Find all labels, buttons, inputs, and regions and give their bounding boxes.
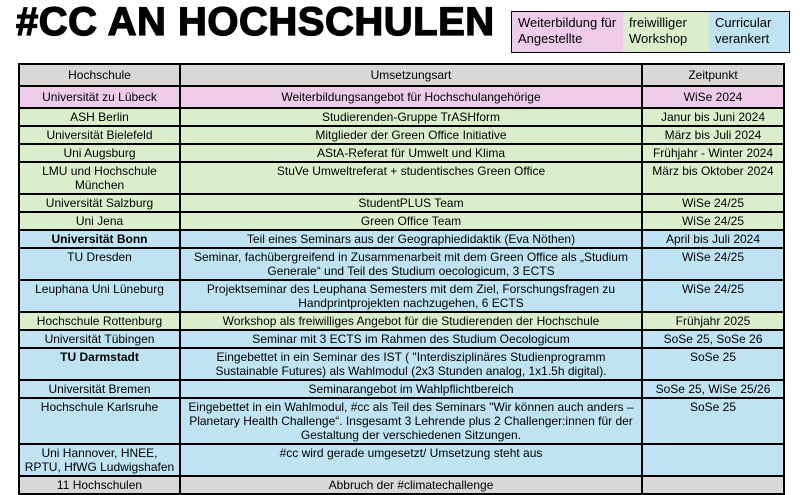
table-row: [19, 312, 784, 330]
column-header: Zeitpunkt: [642, 64, 784, 86]
hochschulen-table: [18, 63, 785, 495]
legend: [511, 11, 790, 53]
cell-hochschule: Uni Jena: [19, 212, 180, 230]
cell-hochschule: Uni Augsburg: [19, 144, 180, 162]
page-title: #CC AN HOCHSCHULEN: [16, 0, 495, 44]
cell-hochschule: Uni Hannover, HNEE, RPTU, HfWG Ludwigshafen: [19, 444, 180, 476]
slide-header: [0, 0, 800, 62]
cell-umsetzungsart: Studierenden-Gruppe TrASHform: [180, 108, 642, 126]
cell-umsetzungsart: Eingebettet in ein Wahlmodul, #cc als Teil des Seminars "Wir können auch anders – Planetary Health Challenge“. Insgesamt 3 Lehrende plus 2 Challenger:innen für der Gestaltung der verschiedenen Sitzungen.: [180, 398, 642, 444]
cell-zeitpunkt: [642, 444, 784, 476]
cell-hochschule: Universität Bielefeld: [19, 126, 180, 144]
cell-umsetzungsart: Eingebettet in ein Seminar des IST ( "Interdisziplinäres Studienprogramm Sustainable Futures) als Wahlmodul (2x3 Stunden analog, 1x1.5h digital).: [180, 348, 642, 380]
cell-umsetzungsart: StuVe Umweltreferat + studentisches Green Office: [180, 162, 642, 194]
cell-hochschule: Hochschule Rottenburg: [19, 312, 180, 330]
cell-zeitpunkt: WiSe 2024: [642, 86, 784, 108]
cell-hochschule: 11 Hochschulen: [19, 476, 180, 494]
cell-zeitpunkt: April bis Juli 2024: [642, 230, 784, 248]
cell-zeitpunkt: WiSe 24/25: [642, 248, 784, 280]
cell-zeitpunkt: WiSe 24/25: [642, 194, 784, 212]
table-row: [19, 380, 784, 398]
cell-zeitpunkt: Frühjahr - Winter 2024: [642, 144, 784, 162]
cell-hochschule: Universität zu Lübeck: [19, 86, 180, 108]
cell-zeitpunkt: März bis Juli 2024: [642, 126, 784, 144]
cell-hochschule: ASH Berlin: [19, 108, 180, 126]
cell-zeitpunkt: WiSe 24/25: [642, 212, 784, 230]
cell-hochschule: LMU und Hochschule München: [19, 162, 180, 194]
cell-umsetzungsart: Abbruch der #climatechallenge: [180, 476, 642, 494]
cell-zeitpunkt: Frühjahr 2025: [642, 312, 784, 330]
cell-zeitpunkt: WiSe 24/25: [642, 280, 784, 312]
table-row: [19, 348, 784, 380]
table-row: [19, 144, 784, 162]
cell-umsetzungsart: #cc wird gerade umgesetzt/ Umsetzung steht aus: [180, 444, 642, 476]
table-row: [19, 248, 784, 280]
cell-hochschule: Universität Tübingen: [19, 330, 180, 348]
table-row: [19, 476, 784, 494]
cell-hochschule: Hochschule Karlsruhe: [19, 398, 180, 444]
cell-zeitpunkt: März bis Oktober 2024: [642, 162, 784, 194]
legend-item-blue: Curricular verankert: [709, 12, 789, 52]
table-row: [19, 126, 784, 144]
cell-umsetzungsart: Projektseminar des Leuphana Semesters mit dem Ziel, Forschungsfragen zu Handprintprojekten nachzugehen, 6 ECTS: [180, 280, 642, 312]
cell-zeitpunkt: SoSe 25, WiSe 25/26: [642, 380, 784, 398]
table-row: [19, 444, 784, 476]
legend-item-green: freiwilliger Workshop: [623, 12, 709, 52]
legend-item-pink: Weiterbildung für Angestellte: [512, 12, 623, 52]
table-row: [19, 108, 784, 126]
table-header-row: [19, 64, 784, 86]
cell-umsetzungsart: Workshop als freiwilliges Angebot für die Studierenden der Hochschule: [180, 312, 642, 330]
cell-hochschule: TU Dresden: [19, 248, 180, 280]
table-row: [19, 194, 784, 212]
table-row: [19, 212, 784, 230]
cell-zeitpunkt: [642, 476, 784, 494]
cell-hochschule: Universität Salzburg: [19, 194, 180, 212]
table-row: [19, 86, 784, 108]
cell-hochschule: TU Darmstadt: [19, 348, 180, 380]
column-header: Hochschule: [19, 64, 180, 86]
cell-umsetzungsart: Green Office Team: [180, 212, 642, 230]
cell-umsetzungsart: Seminarangebot im Wahlpflichtbereich: [180, 380, 642, 398]
cell-hochschule: Universität Bremen: [19, 380, 180, 398]
cell-hochschule: Universität Bonn: [19, 230, 180, 248]
cell-zeitpunkt: SoSe 25: [642, 348, 784, 380]
cell-umsetzungsart: Mitglieder der Green Office Initiative: [180, 126, 642, 144]
table-row: [19, 280, 784, 312]
cell-hochschule: Leuphana Uni Lüneburg: [19, 280, 180, 312]
cell-zeitpunkt: SoSe 25, SoSe 26: [642, 330, 784, 348]
cell-umsetzungsart: AStA-Referat für Umwelt und Klima: [180, 144, 642, 162]
table-row: [19, 398, 784, 444]
cell-umsetzungsart: Seminar, fachübergreifend in Zusammenarbeit mit dem Green Office als „Studium Generale“ und Teil des Studium oecologicum, 3 ECTS: [180, 248, 642, 280]
table-row: [19, 230, 784, 248]
cell-zeitpunkt: SoSe 25: [642, 398, 784, 444]
table-row: [19, 162, 784, 194]
cell-umsetzungsart: StudentPLUS Team: [180, 194, 642, 212]
cell-umsetzungsart: Weiterbildungsangebot für Hochschulangehörige: [180, 86, 642, 108]
cell-umsetzungsart: Teil eines Seminars aus der Geographiedidaktik (Eva Nöthen): [180, 230, 642, 248]
cell-umsetzungsart: Seminar mit 3 ECTS im Rahmen des Studium Oecologicum: [180, 330, 642, 348]
cell-zeitpunkt: Janur bis Juni 2024: [642, 108, 784, 126]
table-row: [19, 330, 784, 348]
column-header: Umsetzungsart: [180, 64, 642, 86]
